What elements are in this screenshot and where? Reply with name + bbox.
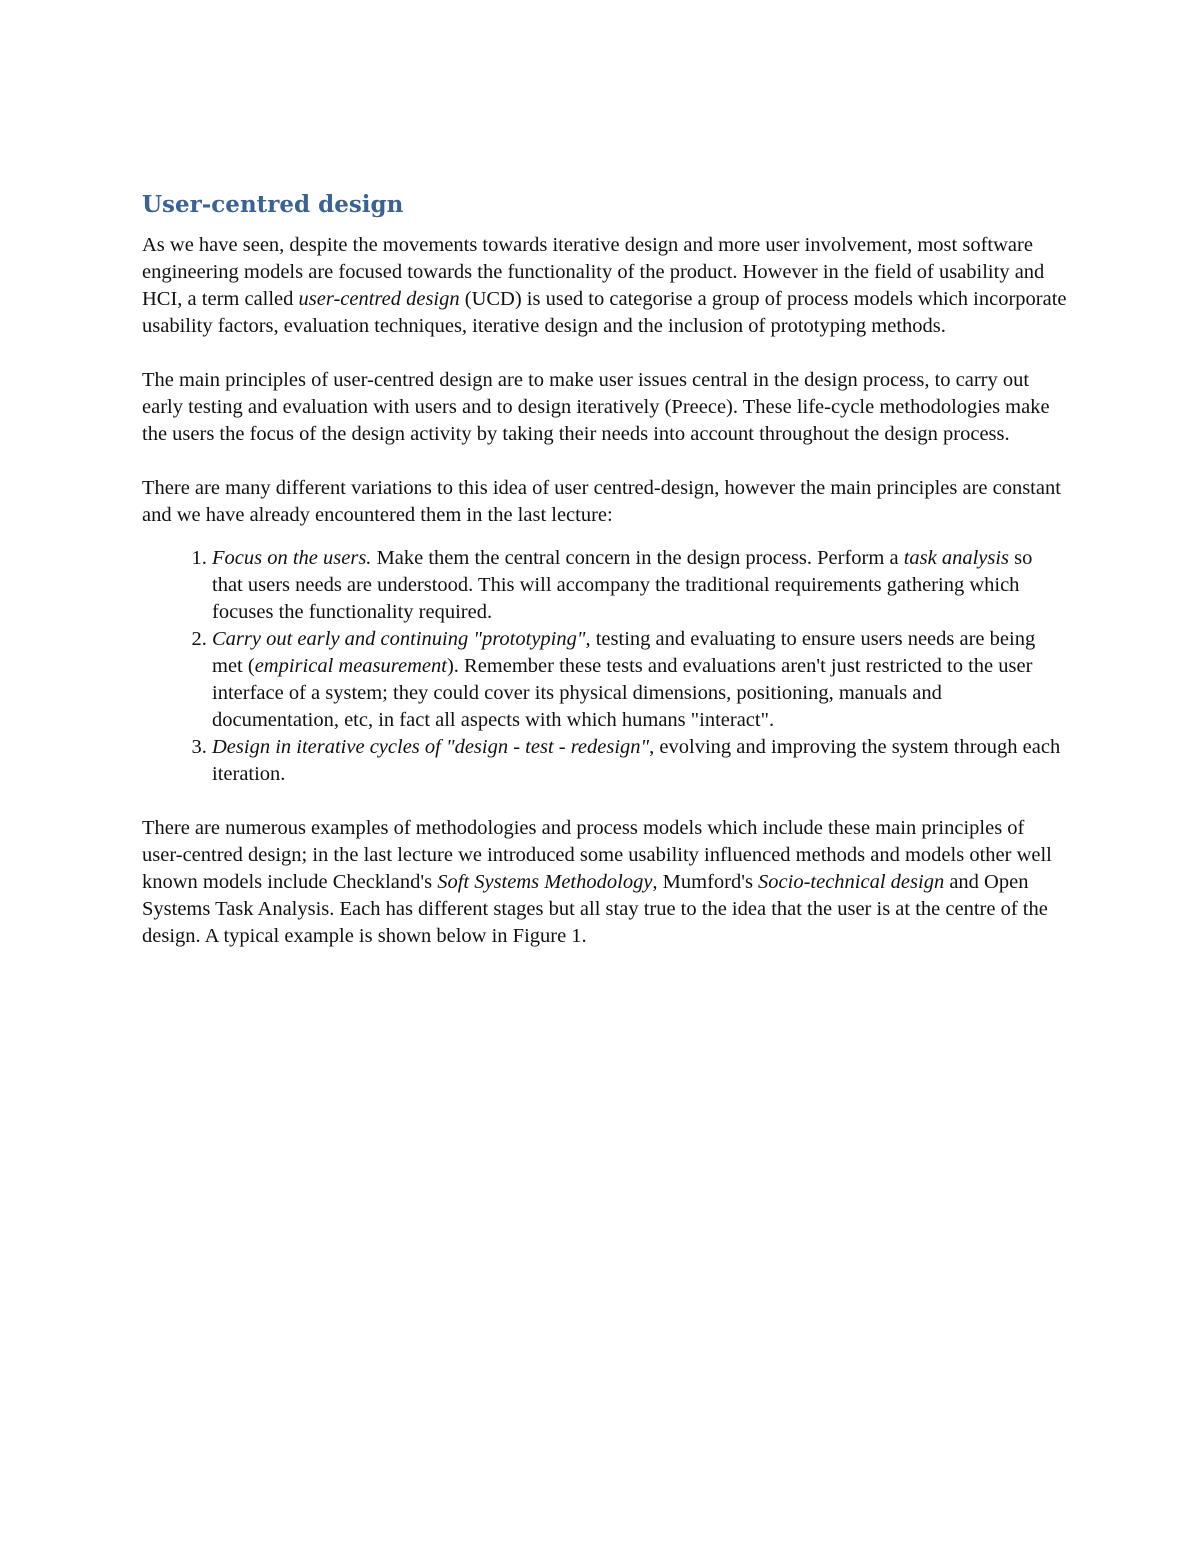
list-item-text: , evolving and improving the system through each iteration. [212,736,1061,785]
list-item [212,626,1067,734]
principles-paragraph: The main principles of user-centred design are to make user issues central in the design process, to carry out early testing and evaluation with users and to design iteratively (Preece). These life-cycle methodologies make the users the focus of the design activity by taking their needs into account throughout the design process. [142,369,1050,445]
list-item-lead: Focus on the users. [212,547,372,569]
intro-text-end: (UCD) is used to categorise a group of process models which incorporate usability factors, evaluation techniques, iterative design and the inclusion of prototyping methods. [142,288,1067,337]
principles-list [142,545,1067,788]
list-item-text: ). Remember these tests and evaluations aren't just restricted to the user interface of a system; they could cover its physical dimensions, positioning, manuals and documentation, etc, in fact all aspects with which humans "interact". [212,655,1033,731]
list-item [212,734,1067,788]
section-heading: User-centred design [142,191,404,218]
list-item-term: empirical measurement [254,655,447,677]
ssm-term: Soft Systems Methodology [437,871,653,893]
intro-text-start: As we have seen, despite the movements towards iterative design and more user involvement, most software engineering models are focused towards the functionality of the product. However in the field of usability and HCI, a term called [142,234,1045,310]
list-item-text: Make them the central concern in the design process. Perform a [371,547,904,569]
ucd-term: user-centred design [298,288,460,310]
examples-text-mid: , Mumford's [652,871,759,893]
list-item-text: , testing and evaluating to ensure users needs are being met ( [212,628,1036,677]
socio-technical-term: Socio-technical design [758,871,945,893]
document-body [142,190,1067,977]
examples-paragraph [142,815,1067,950]
examples-text-start: There are numerous examples of methodologies and process models which include these main principles of user-centred design; in the last lecture we introduced some usability influenced methods and models other well known models include Checkland's [142,817,1052,893]
list-item [212,545,1067,626]
intro-paragraph [142,232,1067,340]
variations-paragraph: There are many different variations to this idea of user centred-design, however the main principles are constant and we have already encountered them in the last lecture: [142,477,1061,526]
list-item-lead: Design in iterative cycles of "design - test - redesign" [212,736,650,758]
list-item-term: task analysis [903,547,1010,569]
list-item-text: so that users needs are understood. This will accompany the traditional requirements gathering which focuses the functionality required. [212,547,1033,623]
list-item-lead: Carry out early and continuing "prototyping" [212,628,586,650]
examples-text-end: and Open Systems Task Analysis. Each has different stages but all stay true to the idea that the user is at the centre of the design. A typical example is shown below in Figure 1. [142,871,1048,947]
